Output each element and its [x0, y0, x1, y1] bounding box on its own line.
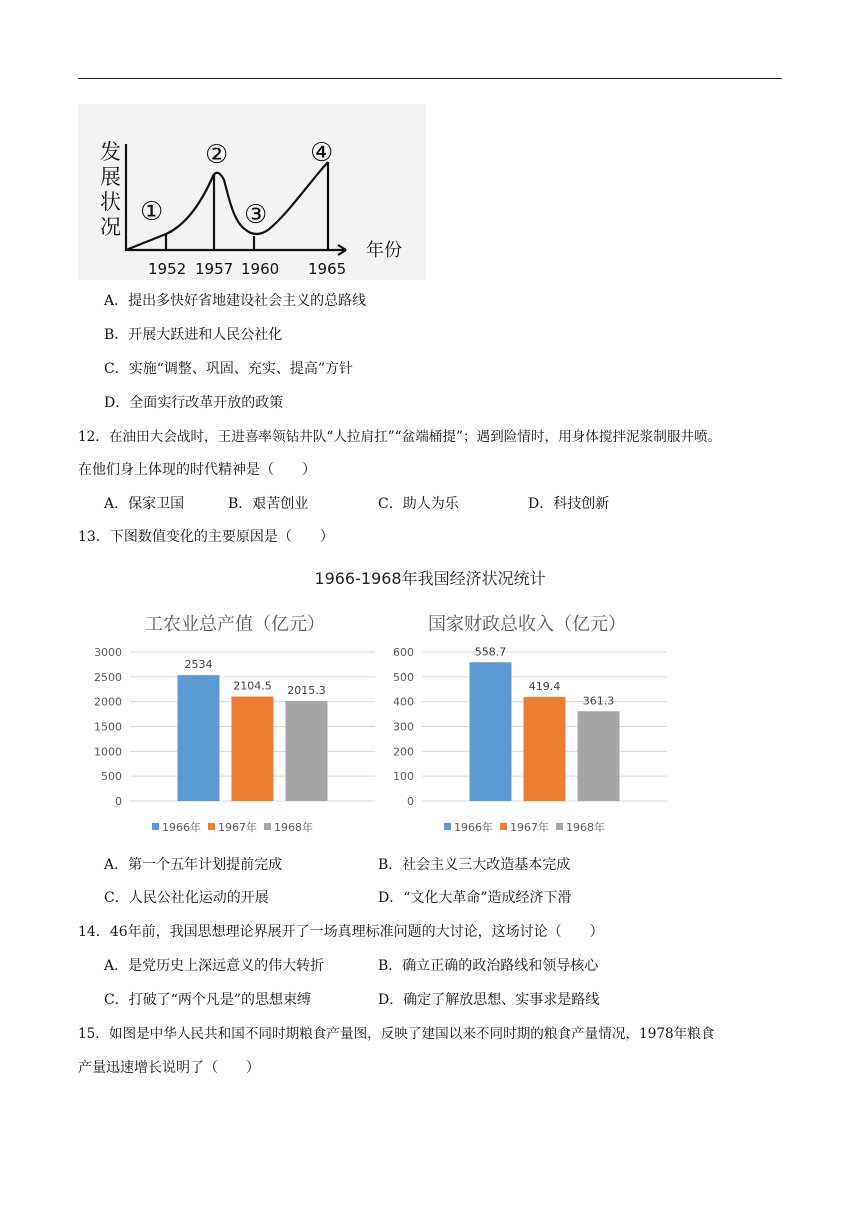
y-tick-label: 2000	[94, 695, 122, 709]
y-tick-label: 1000	[94, 745, 122, 759]
sketch-marker-3: ③	[244, 200, 268, 230]
sketch-xlabel: 年份	[366, 240, 402, 261]
sketch-ylabel-3: 状	[100, 190, 121, 214]
bar-1	[470, 662, 512, 801]
legend-label: 1966年	[162, 821, 201, 834]
q14-stem: 14．46年前，我国思想理论界展开了一场真理标准问题的大讨论，这场讨论（ ）	[78, 924, 604, 940]
q11-option-a: A．提出多快好省地建设社会主义的总路线	[104, 293, 367, 309]
q13-option-d: D．“文化大革命”造成经济下滑	[378, 890, 572, 906]
chart-main-title: 1966-1968年我国经济状况统计	[314, 569, 546, 588]
bar-1	[178, 675, 220, 801]
legend-label: 1966年	[454, 821, 493, 834]
y-tick-label: 3000	[94, 646, 122, 659]
bar-2	[232, 696, 274, 801]
data-label: 419.4	[528, 679, 561, 693]
y-tick-label: 400	[393, 695, 414, 709]
q11-option-d: D．全面实行改革开放的政策	[104, 395, 284, 411]
q14-option-d: D．确定了解放思想、实事求是路线	[378, 992, 600, 1008]
q12-option-a: A．保家卫国	[104, 496, 185, 512]
y-tick-label: 600	[393, 646, 414, 659]
y-tick-label: 500	[101, 770, 122, 784]
y-tick-label: 500	[393, 670, 414, 684]
sketch-year-1965: 1965	[308, 260, 347, 278]
q14-option-b: B．确立正确的政治路线和领导核心	[378, 958, 599, 974]
q11-option-c: C．实施“调整、巩固、充实、提高”方针	[104, 361, 354, 377]
legend-label: 1968年	[274, 821, 313, 834]
sketch-marker-2: ②	[205, 140, 229, 170]
sketch-year-1957: 1957	[195, 260, 234, 278]
legend-swatch	[444, 823, 451, 830]
y-tick-label: 2500	[94, 670, 122, 684]
data-label: 2534	[184, 658, 213, 672]
legend-swatch	[208, 823, 215, 830]
legend-swatch	[152, 823, 159, 830]
chart-title: 工农业总产值（亿元）	[145, 614, 325, 635]
q13-option-c: C．人民公社化运动的开展	[104, 890, 269, 906]
q15-stem-line2: 产量迅速增长说明了（ ）	[78, 1060, 260, 1076]
data-label: 2104.5	[233, 679, 272, 693]
bar-3	[578, 711, 620, 801]
header-rule	[78, 78, 782, 79]
sketch-marker-1: ①	[140, 197, 164, 227]
legend-swatch	[500, 823, 507, 830]
y-tick-label: 0	[115, 795, 122, 808]
q15-stem-line1: 15．如图是中华人民共和国不同时期粮食产量图，反映了建国以来不同时期的粮食产量情况，1978年粮食	[78, 1026, 715, 1042]
development-sketch	[78, 104, 426, 280]
q11-option-b: B．开展大跃进和人民公社化	[104, 327, 283, 343]
q14-option-a: A．是党历史上深远意义的伟大转折	[104, 958, 325, 974]
q12-option-d: D．科技创新	[528, 496, 610, 512]
legend-swatch	[556, 823, 563, 830]
development-status-figure	[78, 104, 426, 280]
q12-stem-line1: 12．在油田大会战时，王进喜率领钻井队“人拉肩扛”“盆端桶提”；遇到险情时，用身体搅拌泥浆制服井喷。	[78, 429, 722, 445]
sketch-marker-4: ④	[310, 138, 334, 168]
q14-option-c: C．打破了“两个凡是”的思想束缚	[104, 992, 312, 1008]
legend-swatch	[264, 823, 271, 830]
fiscal-revenue-chart	[382, 600, 672, 840]
sketch-year-1952: 1952	[148, 260, 187, 278]
bar-2	[524, 697, 566, 801]
y-tick-label: 0	[407, 795, 414, 808]
legend-label: 1967年	[218, 821, 257, 834]
q12-option-b: B．艰苦创业	[228, 496, 309, 512]
q13-option-a: A．第一个五年计划提前完成	[104, 857, 283, 873]
legend-label: 1968年	[566, 821, 605, 834]
gross-output-chart	[90, 600, 380, 840]
sketch-ylabel-4: 况	[100, 215, 121, 239]
y-tick-label: 300	[393, 720, 414, 734]
bar-3	[286, 701, 328, 801]
chart-title: 国家财政总收入（亿元）	[428, 614, 626, 635]
data-label: 361.3	[582, 694, 615, 708]
y-tick-label: 100	[393, 770, 414, 784]
q12-option-c: C．助人为乐	[378, 496, 459, 512]
y-tick-label: 200	[393, 745, 414, 759]
sketch-year-1960: 1960	[241, 260, 280, 278]
y-tick-label: 1500	[94, 720, 122, 734]
q12-stem-line2: 在他们身上体现的时代精神是（ ）	[78, 462, 316, 478]
q13-stem: 13．下图数值变化的主要原因是（ ）	[78, 529, 334, 545]
legend-label: 1967年	[510, 821, 549, 834]
q13-option-b: B．社会主义三大改造基本完成	[378, 857, 571, 873]
sketch-ylabel-1: 发	[100, 140, 121, 164]
data-label: 558.7	[474, 645, 507, 659]
sketch-ylabel-2: 展	[100, 165, 121, 189]
data-label: 2015.3	[287, 683, 326, 697]
